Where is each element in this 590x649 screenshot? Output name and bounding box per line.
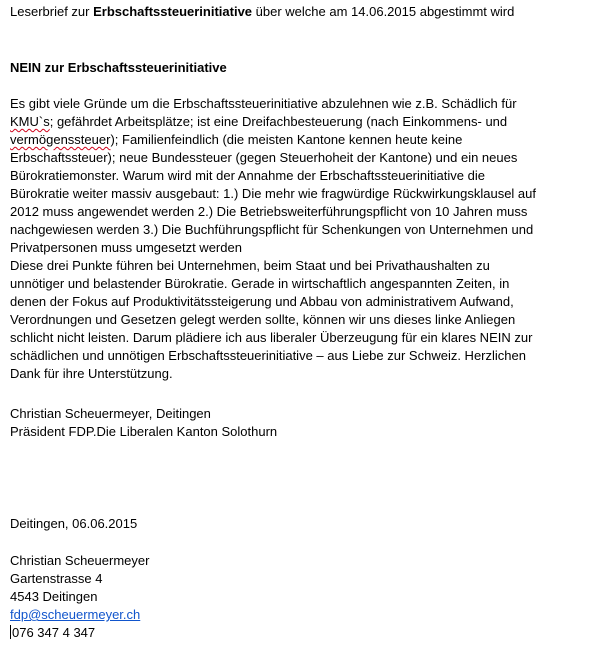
body-line-16: Dank für ihre Unterstützung. xyxy=(10,366,173,381)
email-link[interactable]: fdp@scheuermeyer.ch xyxy=(10,607,141,622)
phone-line[interactable] xyxy=(10,624,95,642)
body-line-2 xyxy=(10,113,507,131)
body-line-7: 2012 muss angewendet werden 2.) Die Betriebsweiterführungspflicht von 10 Jahren muss xyxy=(10,204,528,219)
body-line-11: unnötiger und belastender Bürokratie. Gerade in wirtschaftlich angespannten Zeiten, in xyxy=(10,276,510,291)
body-line-13: Verordnungen und Gesetzen gelegt werden sollte, können wir uns dieses linke Anliegen xyxy=(10,312,516,327)
body-line-15: schädlichen und unnötigen Erbschaftssteuerinitiative – aus Liebe zur Schweiz. Herzlichen xyxy=(10,348,526,363)
body-line-1: Es gibt viele Gründe um die Erbschaftssteuerinitiative abzulehnen wie z.B. Schädlich für xyxy=(10,96,517,111)
address-street: Gartenstrasse 4 xyxy=(10,571,103,586)
header-initiative: Erbschaftssteuerinitiative xyxy=(93,4,253,19)
spellcheck-word-vermoegenssteuer: vermögenssteuer xyxy=(10,132,111,147)
signature-name: Christian Scheuermeyer, Deitingen xyxy=(10,406,211,421)
body-line-4: Erbschaftssteuer); neue Bundessteuer (gegen Steuerhoheit der Kantone) und ein neues xyxy=(10,150,518,165)
signature-role: Präsident FDP.Die Liberalen Kanton Solothurn xyxy=(10,424,278,439)
body-line-12: denen der Fokus auf Produktivitätssteigerung und Abbau von administrativem Aufwand, xyxy=(10,294,514,309)
body-line-5: Bürokratiemonster. Warum wird mit der Annahme der Erbschaftssteuerinitiative die xyxy=(10,168,485,183)
body-line-8: nachgewiesen werden 3.) Die Buchführungspflicht für Schenkungen von Unternehmen und xyxy=(10,222,534,237)
body-line-3 xyxy=(10,131,462,149)
text-cursor xyxy=(10,625,11,639)
body-line-2-text: ; gefährdet Arbeitsplätze; ist eine Dreifachbesteuerung (nach Einkommens- und xyxy=(49,114,508,129)
address-name: Christian Scheuermeyer xyxy=(10,553,150,568)
address-city: 4543 Deitingen xyxy=(10,589,98,604)
letter-header xyxy=(10,3,514,21)
phone-number: 076 347 4 347 xyxy=(12,625,96,640)
body-line-3-text: ); Familienfeindlich (die meisten Kantone kennen heute keine xyxy=(110,132,463,147)
body-line-14: schlicht nicht leisten. Darum plädiere ich aus liberaler Überzeugung für ein klares NEIN zur xyxy=(10,330,533,345)
header-suffix: über welche am 14.06.2015 abgestimmt wird xyxy=(252,4,515,19)
date-line: Deitingen, 06.06.2015 xyxy=(10,516,138,531)
body-line-6: Bürokratie weiter massiv ausgebaut: 1.) Die mehr wie fragwürdige Rückwirkungsklausel auf xyxy=(10,186,537,201)
header-prefix: Leserbrief zur xyxy=(10,4,94,19)
body-line-10: Diese drei Punkte führen bei Unternehmen, beim Staat und bei Privathaushalten zu xyxy=(10,258,490,273)
body-line-9: Privatpersonen muss umgesetzt werden xyxy=(10,240,242,255)
spellcheck-word-kmus: KMU`s xyxy=(10,114,50,129)
headline: NEIN zur Erbschaftssteuerinitiative xyxy=(10,60,227,75)
